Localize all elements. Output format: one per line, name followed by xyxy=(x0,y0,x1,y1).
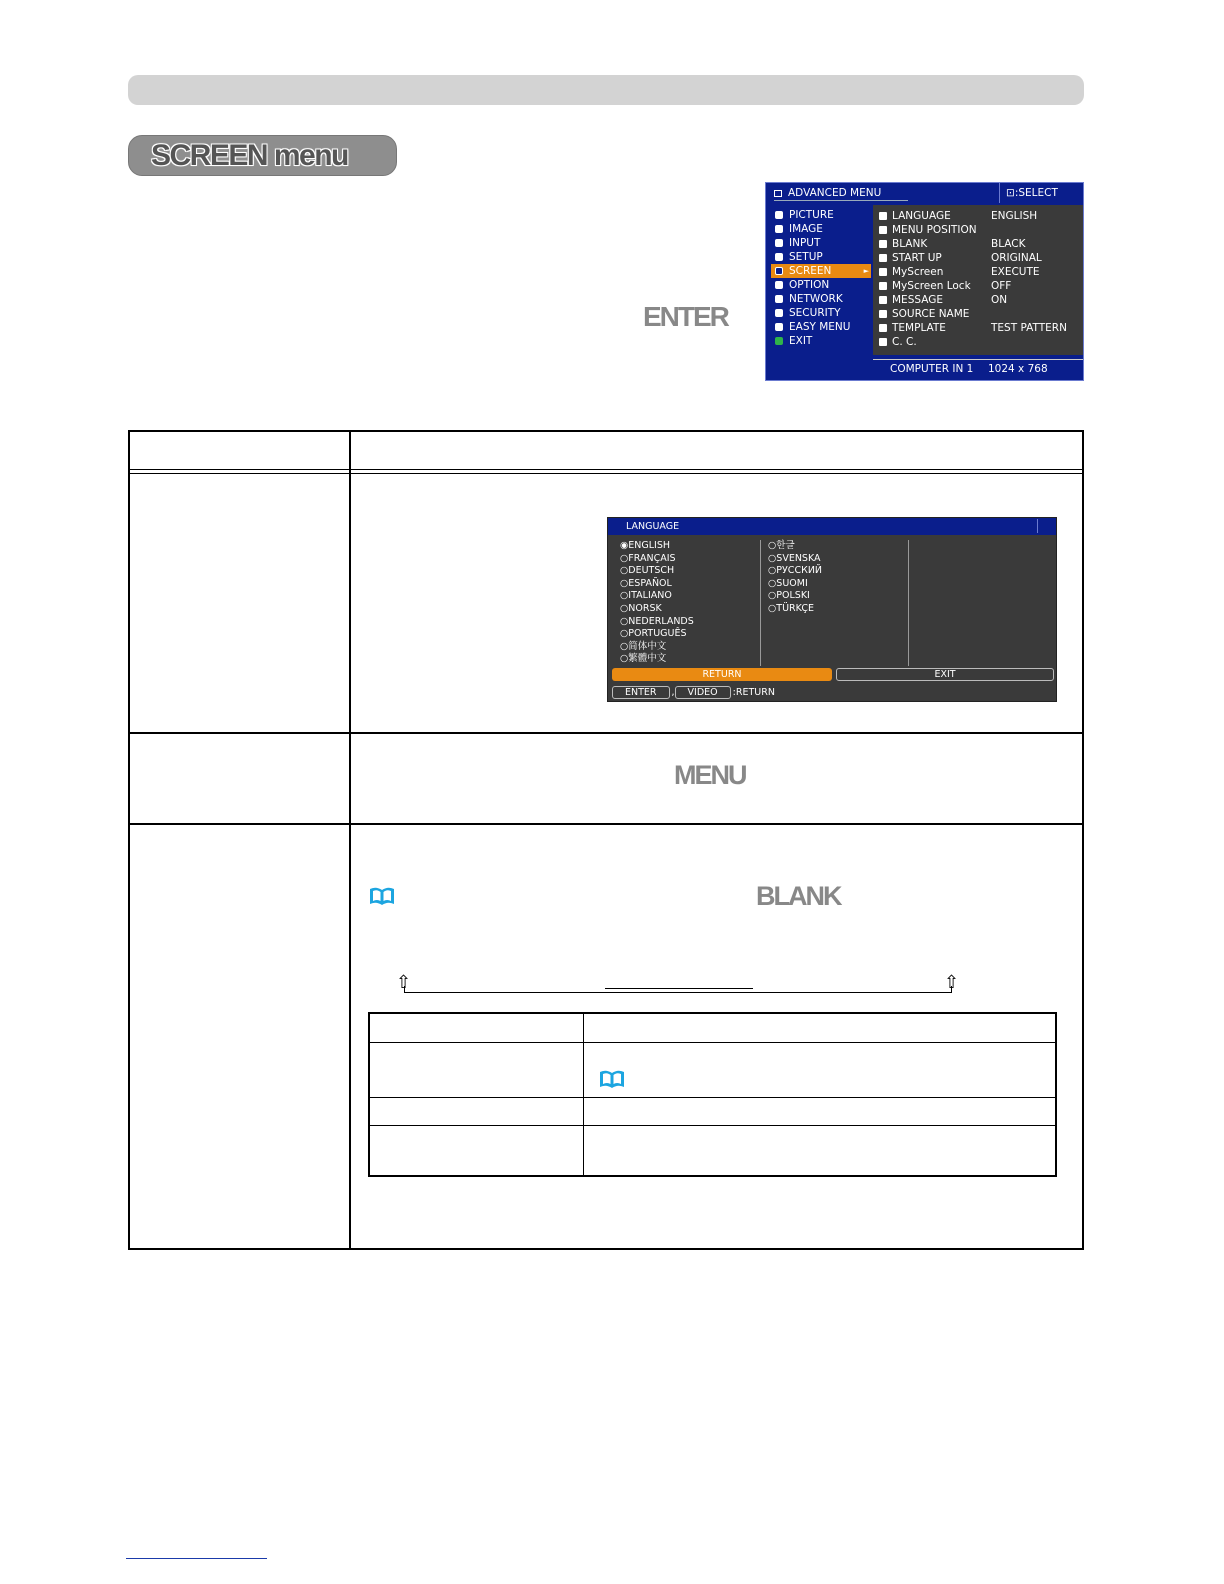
osd-item-blank[interactable] xyxy=(873,237,1083,251)
osd-item-label: C. C. xyxy=(892,336,917,348)
osd-item-label: MyScreen Lock xyxy=(892,280,971,292)
osd-select-text: SELECT xyxy=(1018,187,1058,199)
language-option[interactable]: ○РУССКИЙ xyxy=(768,565,823,577)
osd-select-hint: ⊡:SELECT xyxy=(999,183,1083,203)
advanced-menu-screenshot xyxy=(765,182,1084,393)
exit-icon xyxy=(775,337,783,345)
osd-item-label: MESSAGE xyxy=(892,294,943,306)
osd-menu-label: INPUT xyxy=(789,237,821,249)
select-icon: ⊡ xyxy=(1006,187,1015,199)
osd-menu-item-exit[interactable] xyxy=(771,334,871,348)
osd-item-start-up[interactable] xyxy=(873,251,1083,265)
osd-item-template[interactable] xyxy=(873,321,1083,335)
enter-key-hint: ENTER xyxy=(612,686,670,699)
section-title xyxy=(128,135,397,176)
osd-item-myscreen[interactable] xyxy=(873,265,1083,279)
osd-left-menu xyxy=(771,208,871,348)
footer-link-underline xyxy=(126,1558,267,1559)
osd-item-menu-position[interactable] xyxy=(873,223,1083,237)
language-dialog-title-text: LANGUAGE xyxy=(626,521,680,532)
language-option[interactable]: ○ESPAÑOL xyxy=(620,577,672,589)
language-option[interactable]: ○繁體中文 xyxy=(620,653,667,665)
language-column-2 xyxy=(760,540,909,666)
osd-menu-item-picture[interactable] xyxy=(771,208,871,222)
osd-item-message[interactable] xyxy=(873,293,1083,307)
osd-item-value: EXECUTE xyxy=(991,266,1040,278)
osd-menu-item-option[interactable] xyxy=(771,278,871,292)
source-name-icon xyxy=(879,310,887,318)
video-key-hint: VIDEO xyxy=(675,686,731,699)
book-reference-icon xyxy=(598,1069,626,1089)
osd-item-label: MyScreen xyxy=(892,266,944,278)
language-column-1 xyxy=(612,540,761,666)
table-row-divider xyxy=(130,823,1082,825)
osd-menu-label: SCREEN xyxy=(789,265,832,277)
osd-item-language[interactable] xyxy=(873,209,1083,223)
arrow-up-left: ⇧ xyxy=(396,972,412,993)
osd-item-label: TEMPLATE xyxy=(892,322,946,334)
osd-menu-label: SETUP xyxy=(789,251,823,263)
inner-table-row-divider xyxy=(370,1042,1055,1043)
osd-title-text: ADVANCED MENU xyxy=(788,187,882,199)
osd-screen-submenu xyxy=(873,205,1083,355)
osd-menu-item-image[interactable] xyxy=(771,222,871,236)
osd-item-value: ORIGINAL xyxy=(991,252,1042,264)
blank-options-table xyxy=(368,1012,1057,1177)
osd-item-value: BLACK xyxy=(991,238,1026,250)
osd-item-myscreen-lock[interactable] xyxy=(873,279,1083,293)
image-icon xyxy=(775,225,783,233)
language-dialog-footer: ENTER , VIDEO :RETURN xyxy=(612,686,1052,700)
start-up-icon xyxy=(879,254,887,262)
osd-menu-label: EASY MENU xyxy=(789,321,851,333)
inner-table-column-divider xyxy=(583,1014,584,1175)
language-option[interactable]: ○ITALIANO xyxy=(620,590,672,602)
select-icon xyxy=(1037,519,1054,533)
blank-key-label: BLANK xyxy=(756,881,841,911)
sun-icon xyxy=(775,211,783,219)
template-icon xyxy=(879,324,887,332)
inner-table-row-divider xyxy=(370,1097,1055,1098)
screen-icon xyxy=(775,267,783,275)
exit-button[interactable]: EXIT xyxy=(836,668,1054,681)
myscreen-icon xyxy=(879,268,887,276)
return-button[interactable]: RETURN xyxy=(612,668,832,681)
menu-icon xyxy=(774,190,782,197)
osd-item-value: ON xyxy=(991,294,1008,306)
osd-menu-label: PICTURE xyxy=(789,209,834,221)
language-option[interactable]: ○SVENSKA xyxy=(768,552,821,564)
inner-table-row-divider xyxy=(370,1125,1055,1126)
osd-item-value: OFF xyxy=(991,280,1012,292)
language-option[interactable]: ○POLSKI xyxy=(768,590,810,602)
language-icon xyxy=(879,212,887,220)
lock-icon xyxy=(879,282,887,290)
blank-icon xyxy=(879,240,887,248)
cycle-arrow-line xyxy=(404,986,952,993)
osd-menu-label: NETWORK xyxy=(789,293,843,305)
footer-action-text: :RETURN xyxy=(732,687,775,698)
osd-menu-label: OPTION xyxy=(789,279,830,291)
language-option[interactable]: ◉ENGLISH xyxy=(620,540,671,551)
osd-title xyxy=(774,186,908,201)
osd-status-source: COMPUTER IN 1 xyxy=(890,363,974,375)
osd-item-source-name[interactable] xyxy=(873,307,1083,321)
menu-position-icon xyxy=(879,226,887,234)
language-dialog-screenshot xyxy=(607,517,1057,702)
enter-key-label: ENTER xyxy=(643,301,728,332)
network-icon xyxy=(775,295,783,303)
osd-item-label: START UP xyxy=(892,252,942,264)
osd-menu-label: EXIT xyxy=(789,335,813,347)
osd-status-bar xyxy=(873,359,1083,393)
table-header-divider xyxy=(130,469,1082,474)
easy-menu-icon xyxy=(775,323,783,331)
option-icon xyxy=(775,281,783,289)
table-column-divider xyxy=(349,432,351,1248)
osd-menu-item-input[interactable] xyxy=(771,236,871,250)
osd-menu-item-network[interactable] xyxy=(771,292,871,306)
language-option[interactable]: ○한글 xyxy=(768,540,795,551)
cycle-arrow-inner-line xyxy=(605,988,753,989)
osd-item-cc[interactable] xyxy=(873,335,1083,349)
osd-item-label: LANGUAGE xyxy=(892,210,951,222)
osd-status-signal: 1024 x 768 @60Hz xyxy=(988,363,1048,393)
language-dialog-title xyxy=(608,518,1056,535)
osd-menu-item-screen[interactable] xyxy=(771,264,871,278)
shield-icon xyxy=(775,309,783,317)
osd-menu-label: SECURITY xyxy=(789,307,841,319)
setup-icon xyxy=(775,253,783,261)
language-option[interactable]: ○FRANÇAIS xyxy=(620,552,676,564)
language-option[interactable]: ○简体中文 xyxy=(620,640,667,652)
osd-item-value: ENGLISH xyxy=(991,210,1038,222)
arrow-up-right: ⇧ xyxy=(944,972,960,993)
osd-menu-item-easy-menu[interactable] xyxy=(771,320,871,334)
osd-menu-item-setup[interactable] xyxy=(771,250,871,264)
osd-item-value: TEST PATTERN xyxy=(991,322,1067,334)
osd-item-label: MENU POSITION xyxy=(892,224,977,236)
language-option[interactable]: ○DEUTSCH xyxy=(620,565,675,577)
osd-item-label: BLANK xyxy=(892,238,928,250)
input-icon xyxy=(775,239,783,247)
language-option[interactable]: ○NEDERLANDS xyxy=(620,615,694,627)
book-reference-icon xyxy=(368,886,396,906)
language-option[interactable]: ○SUOMI xyxy=(768,577,808,589)
language-option[interactable]: ○PORTUGUÊS xyxy=(620,628,687,640)
header-bar xyxy=(128,75,1084,105)
language-option[interactable]: ○NORSK xyxy=(620,602,662,614)
osd-menu-item-security[interactable] xyxy=(771,306,871,320)
message-icon xyxy=(879,296,887,304)
osd-item-label: SOURCE NAME xyxy=(892,308,970,320)
menu-key-label: MENU xyxy=(674,760,746,790)
table-row-divider xyxy=(130,732,1082,734)
osd-menu-label: IMAGE xyxy=(789,223,823,235)
language-option[interactable]: ○TÜRKÇE xyxy=(768,602,814,614)
cc-icon xyxy=(879,338,887,346)
section-title-text: SCREEN menu xyxy=(151,139,348,172)
